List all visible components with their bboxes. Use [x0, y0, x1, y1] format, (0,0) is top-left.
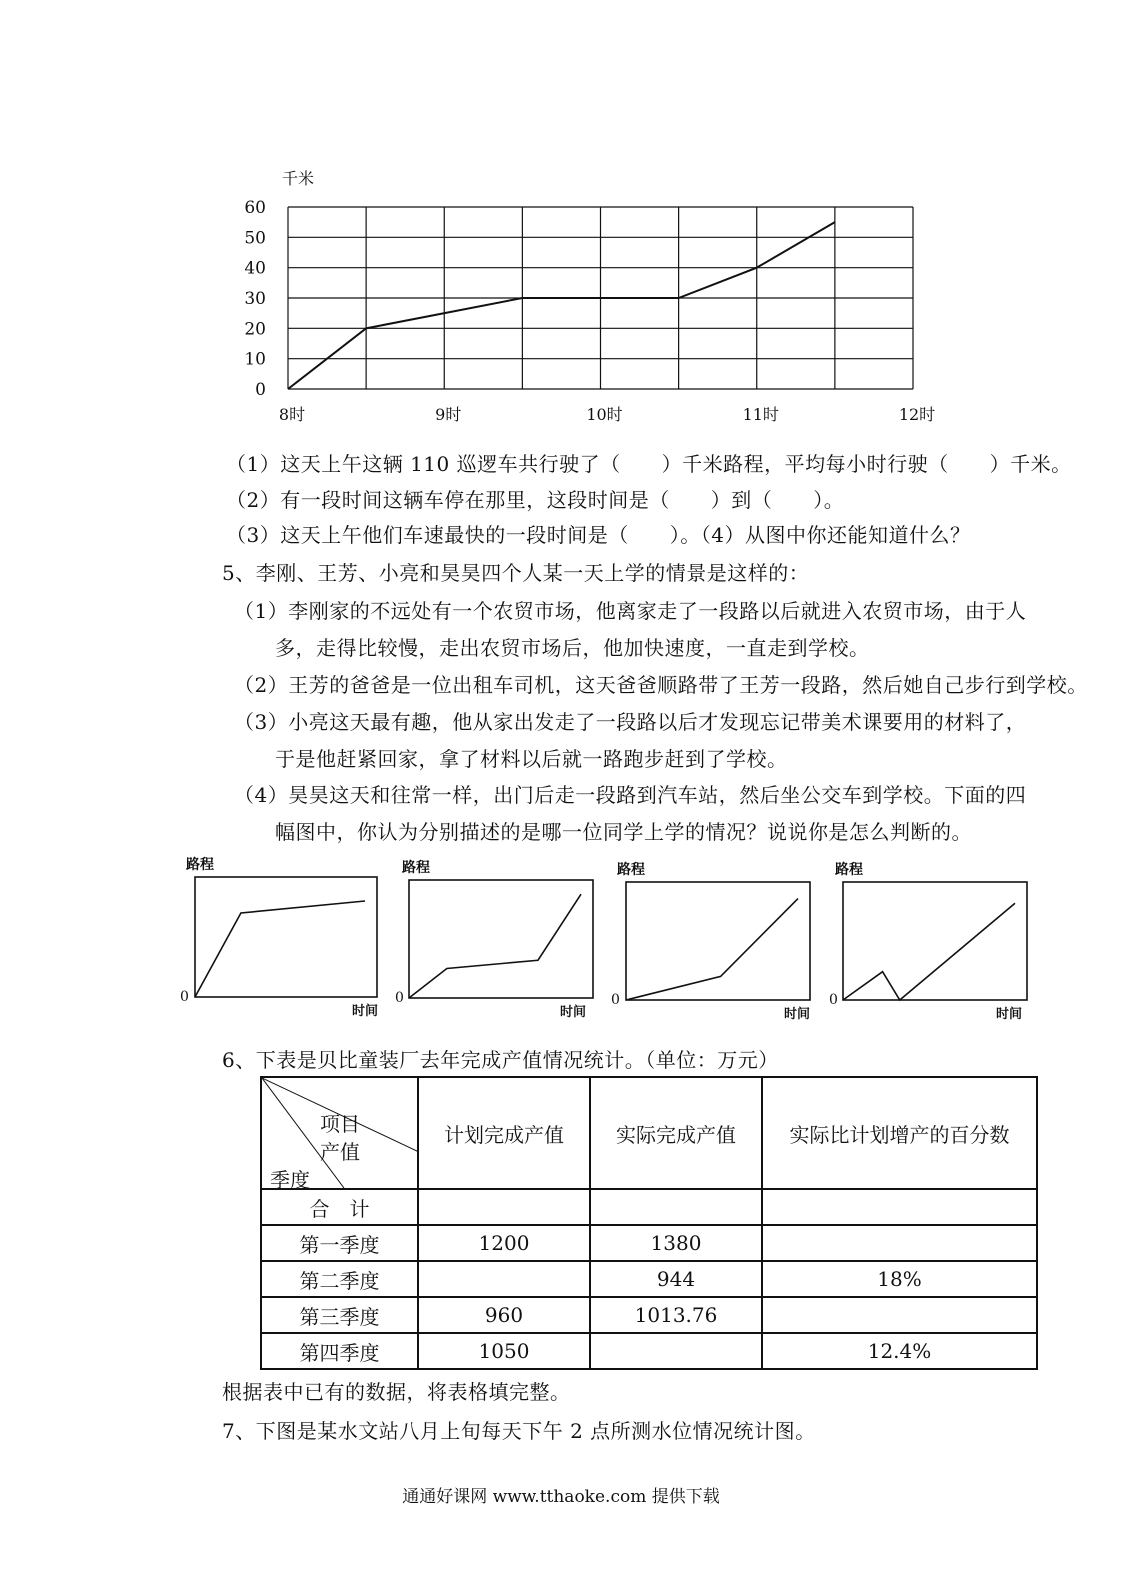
x-tick-label: 10时 — [586, 405, 623, 424]
graph-line — [195, 901, 365, 997]
distance-line — [288, 222, 835, 389]
graph-frame — [409, 880, 593, 998]
question-5-4a: （4）昊昊这天和往常一样，出门后走一段路到汽车站，然后坐公交车到学校。下面的四 — [234, 783, 1027, 807]
graph-y-label: 路程 — [186, 857, 214, 873]
graph-x-label: 时间 — [784, 1007, 811, 1022]
question-4-2: （2）有一段时间这辆车停在那里，这段时间是（ ）到（ ）。 — [226, 488, 845, 512]
corner-value-label: 产值 — [320, 1140, 360, 1164]
actual-cell[interactable] — [590, 1189, 762, 1225]
pct-cell[interactable] — [762, 1225, 1037, 1261]
row-label: 第三季度 — [261, 1297, 418, 1333]
y-tick-label: 0 — [255, 380, 266, 400]
question-5-3a: （3）小亮这天最有趣，他从家出发走了一段路以后才发现忘记带美术课要用的材料了， — [234, 710, 1027, 734]
table-row — [261, 1333, 1037, 1369]
actual-cell[interactable] — [590, 1333, 762, 1369]
question-5-3b: 于是他赶紧回家，拿了材料以后就一路跑步赶到了学校。 — [275, 747, 788, 771]
graph-x-label: 时间 — [996, 1007, 1023, 1022]
graph-frame — [195, 877, 377, 997]
graph-y-label: 路程 — [835, 862, 863, 878]
pct-cell: 18% — [762, 1261, 1037, 1297]
question-5-title: 5、李刚、王芳、小亮和昊昊四个人某一天上学的情景是这样的： — [222, 561, 810, 585]
question-5-4b: 幅图中，你认为分别描述的是哪一位同学上学的情况？说说你是怎么判断的。 — [275, 820, 972, 844]
row-label: 第四季度 — [261, 1333, 418, 1369]
y-tick-label: 60 — [244, 198, 266, 218]
table-corner-cell — [261, 1077, 418, 1192]
graph-line — [626, 899, 798, 1000]
plan-cell: 1200 — [418, 1225, 590, 1261]
plan-cell: 960 — [418, 1297, 590, 1333]
x-tick-label: 11时 — [742, 405, 779, 424]
x-tick-label: 9时 — [435, 405, 462, 424]
table-row — [261, 1189, 1037, 1225]
plan-cell[interactable] — [418, 1189, 590, 1225]
row-label: 第二季度 — [261, 1261, 418, 1297]
header-increase-pct: 实际比计划增产的百分数 — [762, 1077, 1037, 1189]
graph-origin-label: 0 — [395, 990, 404, 1006]
table-row — [261, 1261, 1037, 1297]
y-tick-label: 30 — [244, 289, 266, 309]
travel-graph-2 — [395, 859, 593, 1020]
pct-cell[interactable] — [762, 1297, 1037, 1333]
graph-origin-label: 0 — [180, 989, 189, 1005]
graph-line — [843, 903, 1015, 1000]
small-graphs — [0, 850, 1122, 1030]
y-axis-label: 千米 — [282, 169, 315, 188]
graph-frame — [626, 882, 810, 1000]
page-footer: 通通好课网 www.tthaoke.com 提供下载 — [402, 1487, 720, 1507]
question-4-3: （3）这天上午他们车速最快的一段时间是（ ）。（4）从图中你还能知道什么？ — [226, 523, 971, 547]
question-6-note: 根据表中已有的数据，将表格填完整。 — [222, 1380, 571, 1404]
row-label: 合 计 — [261, 1189, 418, 1225]
header-plan: 计划完成产值 — [418, 1077, 590, 1189]
y-tick-label: 20 — [244, 319, 266, 340]
travel-graph-3 — [611, 861, 810, 1022]
pct-cell: 12.4% — [762, 1333, 1037, 1369]
graph-origin-label: 0 — [611, 992, 620, 1008]
actual-cell: 944 — [590, 1261, 762, 1297]
y-tick-labels — [244, 198, 266, 400]
plan-cell[interactable] — [418, 1261, 590, 1297]
travel-graph-4 — [829, 861, 1027, 1022]
y-tick-label: 10 — [244, 349, 266, 370]
corner-item-label: 项目 — [320, 1112, 360, 1136]
x-tick-label: 8时 — [278, 405, 306, 424]
question-5-1a: （1）李刚家的不远处有一个农贸市场，他离家走了一段路以后就进入农贸市场，由于人 — [234, 599, 1027, 623]
graph-y-label: 路程 — [402, 860, 430, 876]
y-tick-label: 50 — [244, 228, 266, 249]
actual-cell: 1013.76 — [590, 1297, 762, 1333]
question-5-1b: 多，走得比较慢，走出农贸市场后，他加快速度，一直走到学校。 — [275, 636, 870, 660]
question-6-title: 6、下表是贝比童装厂去年完成产值情况统计。（单位：万元） — [222, 1048, 779, 1072]
header-actual: 实际完成产值 — [590, 1077, 762, 1189]
table-row — [261, 1225, 1037, 1261]
x-tick-labels — [279, 405, 935, 424]
question-5-2: （2）王芳的爸爸是一位出租车司机，这天爸爸顺路带了王芳一段路，然后她自己步行到学校。 — [234, 673, 1088, 697]
graph-line — [409, 894, 581, 998]
question-4-1: （1）这天上午这辆 110 巡逻车共行驶了（ ）千米路程，平均每小时行驶（ ）千米。 — [226, 452, 1072, 476]
travel-graph-1 — [180, 856, 378, 1019]
production-table — [260, 1076, 1038, 1370]
row-label: 第一季度 — [261, 1225, 418, 1261]
graph-origin-label: 0 — [829, 992, 838, 1008]
x-tick-label: 12时 — [898, 405, 936, 424]
graph-frame — [843, 882, 1027, 1000]
graph-y-label: 路程 — [617, 862, 645, 878]
patrol-distance-chart — [0, 0, 1122, 440]
question-7-title: 7、下图是某水文站八月上旬每天下午 2 点所测水位情况统计图。 — [222, 1419, 816, 1443]
graph-x-label: 时间 — [560, 1005, 587, 1020]
pct-cell[interactable] — [762, 1189, 1037, 1225]
corner-season-label: 季度 — [270, 1168, 310, 1192]
table-row — [261, 1297, 1037, 1333]
table-header-row — [261, 1077, 1037, 1189]
y-tick-label: 40 — [244, 258, 266, 279]
graph-x-label: 时间 — [352, 1004, 379, 1019]
plan-cell: 1050 — [418, 1333, 590, 1369]
actual-cell: 1380 — [590, 1225, 762, 1261]
